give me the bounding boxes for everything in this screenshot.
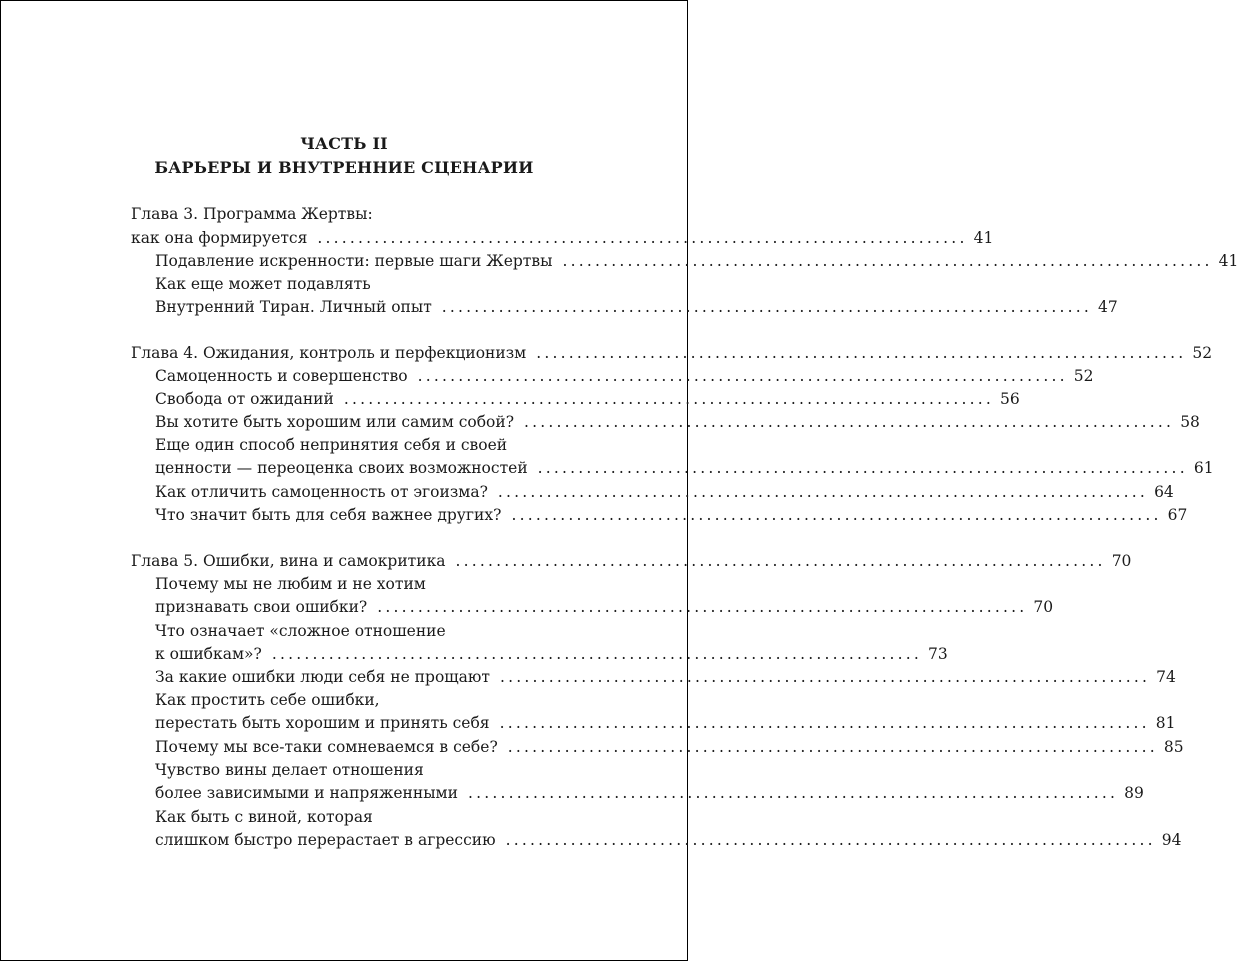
toc-page-number: 85 xyxy=(1163,738,1184,756)
toc-entry-text: Что значит быть для себя важнее других? xyxy=(155,506,502,524)
toc-entry-text: Почему мы все-таки сомневаемся в себе? xyxy=(155,738,498,756)
toc-chapter-line xyxy=(131,203,583,226)
toc-entry-text: Самоценность и совершенство xyxy=(155,367,408,385)
toc-entry-text: Как еще может подавлять xyxy=(155,275,371,293)
toc-section-line xyxy=(155,620,583,643)
toc-section-line xyxy=(155,712,1176,735)
dot-leader: ................................................................................ xyxy=(441,298,1092,316)
toc-section-line xyxy=(155,829,1182,852)
toc-page-number: 61 xyxy=(1193,459,1214,477)
dot-leader: ................................................................................ xyxy=(271,645,922,663)
toc-entry-text: Глава 5. Ошибки, вина и самокритика xyxy=(131,552,446,570)
toc-entry-text: Что означает «сложное отношение xyxy=(155,622,446,640)
toc-entry-text: как она формируется xyxy=(131,229,308,247)
toc-entry-text: более зависимыми и напряженными xyxy=(155,784,458,802)
toc-section-line xyxy=(155,296,1118,319)
toc-section-line xyxy=(155,250,1238,273)
dot-leader: ................................................................................ xyxy=(317,229,968,247)
toc-chapter-line xyxy=(131,342,1213,365)
toc-page-number: 47 xyxy=(1097,298,1118,316)
toc-page-number: 52 xyxy=(1192,344,1213,362)
toc-entry-text: слишком быстро перерастает в агрессию xyxy=(155,831,496,849)
toc-chapter-line xyxy=(131,550,1132,573)
toc-entry-text: Почему мы не любим и не хотим xyxy=(155,575,426,593)
toc-page-number: 94 xyxy=(1161,831,1182,849)
toc-entry-text: Как простить себе ошибки, xyxy=(155,691,380,709)
toc-page-number: 70 xyxy=(1111,552,1132,570)
toc-page-number: 70 xyxy=(1033,598,1054,616)
toc-page-number: 41 xyxy=(1218,252,1238,270)
dot-leader: ................................................................................ xyxy=(499,714,1150,732)
dot-leader: ................................................................................ xyxy=(417,367,1068,385)
toc-section-line xyxy=(155,806,583,829)
toc-section-line xyxy=(155,388,1020,411)
toc-page-number: 89 xyxy=(1124,784,1144,802)
toc-entry-text: признавать свои ошибки? xyxy=(155,598,368,616)
part-title: БАРЬЕРЫ И ВНУТРЕННИЕ СЦЕНАРИИ xyxy=(154,158,534,177)
toc-page-number: 52 xyxy=(1073,367,1094,385)
dot-leader: ................................................................................ xyxy=(343,390,994,408)
dot-leader: ................................................................................ xyxy=(536,344,1187,362)
toc-section-line xyxy=(155,573,583,596)
toc-entry-text: Как отличить самоценность от эгоизма? xyxy=(155,483,488,501)
toc-entry-text: Вы хотите быть хорошим или самим собой? xyxy=(155,413,515,431)
toc-page-number: 74 xyxy=(1156,668,1176,686)
toc-section-line xyxy=(155,736,1184,759)
dot-leader: ................................................................................ xyxy=(455,552,1106,570)
toc-entry-text: Как быть с виной, которая xyxy=(155,808,373,826)
toc-entry-text: ценности — переоценка своих возможностей xyxy=(155,459,528,477)
dot-leader: ................................................................................ xyxy=(511,506,1162,524)
toc-section-line xyxy=(155,365,1094,388)
toc-page-number: 58 xyxy=(1180,413,1200,431)
toc-section-line xyxy=(155,596,1054,619)
dot-leader: ................................................................................ xyxy=(500,668,1151,686)
dot-leader: ................................................................................ xyxy=(537,459,1188,477)
toc-entry-text: Подавление искренности: первые шаги Жертвы xyxy=(155,252,553,270)
toc-section-line xyxy=(155,759,583,782)
dot-leader: ................................................................................ xyxy=(562,252,1213,270)
toc-chapter-line xyxy=(131,227,994,250)
dot-leader: ................................................................................ xyxy=(497,483,1149,501)
toc-entry-text: перестать быть хорошим и принять себя xyxy=(155,714,490,732)
toc-page-number: 64 xyxy=(1154,483,1174,501)
toc-section-line xyxy=(155,434,583,457)
toc-section-line xyxy=(155,689,583,712)
toc-entry-text: Свобода от ожиданий xyxy=(155,390,334,408)
toc-entry-text: Внутренний Тиран. Личный опыт xyxy=(155,298,432,316)
dot-leader: ................................................................................ xyxy=(505,831,1156,849)
toc-section-line xyxy=(155,411,1200,434)
toc-section-line xyxy=(155,666,1176,689)
dot-leader: ................................................................................ xyxy=(507,738,1158,756)
toc-section-line xyxy=(155,273,583,296)
toc-page-number: 73 xyxy=(927,645,948,663)
toc-entry-text: к ошибкам»? xyxy=(155,645,262,663)
toc-entry-text: Глава 3. Программа Жертвы: xyxy=(131,205,373,223)
dot-leader: ................................................................................ xyxy=(377,598,1028,616)
dot-leader: ................................................................................ xyxy=(524,413,1175,431)
part-label: ЧАСТЬ II xyxy=(300,134,388,153)
toc-section-line xyxy=(155,481,1174,504)
dot-leader: ................................................................................ xyxy=(467,784,1119,802)
toc-section-line xyxy=(155,782,1144,805)
toc-entry-text: Еще один способ непринятия себя и своей xyxy=(155,436,508,454)
toc-section-line xyxy=(155,457,1214,480)
toc-page-number: 41 xyxy=(973,229,994,247)
toc-page-number: 56 xyxy=(1000,390,1020,408)
toc-section-line xyxy=(155,504,1188,527)
toc-entry-text: За какие ошибки люди себя не прощают xyxy=(155,668,490,686)
toc-entry-text: Чувство вины делает отношения xyxy=(155,761,424,779)
toc-page-number: 67 xyxy=(1167,506,1188,524)
toc-page-number: 81 xyxy=(1155,714,1176,732)
toc-section-line xyxy=(155,643,948,666)
toc-entry-text: Глава 4. Ожидания, контроль и перфекционизм xyxy=(131,344,527,362)
